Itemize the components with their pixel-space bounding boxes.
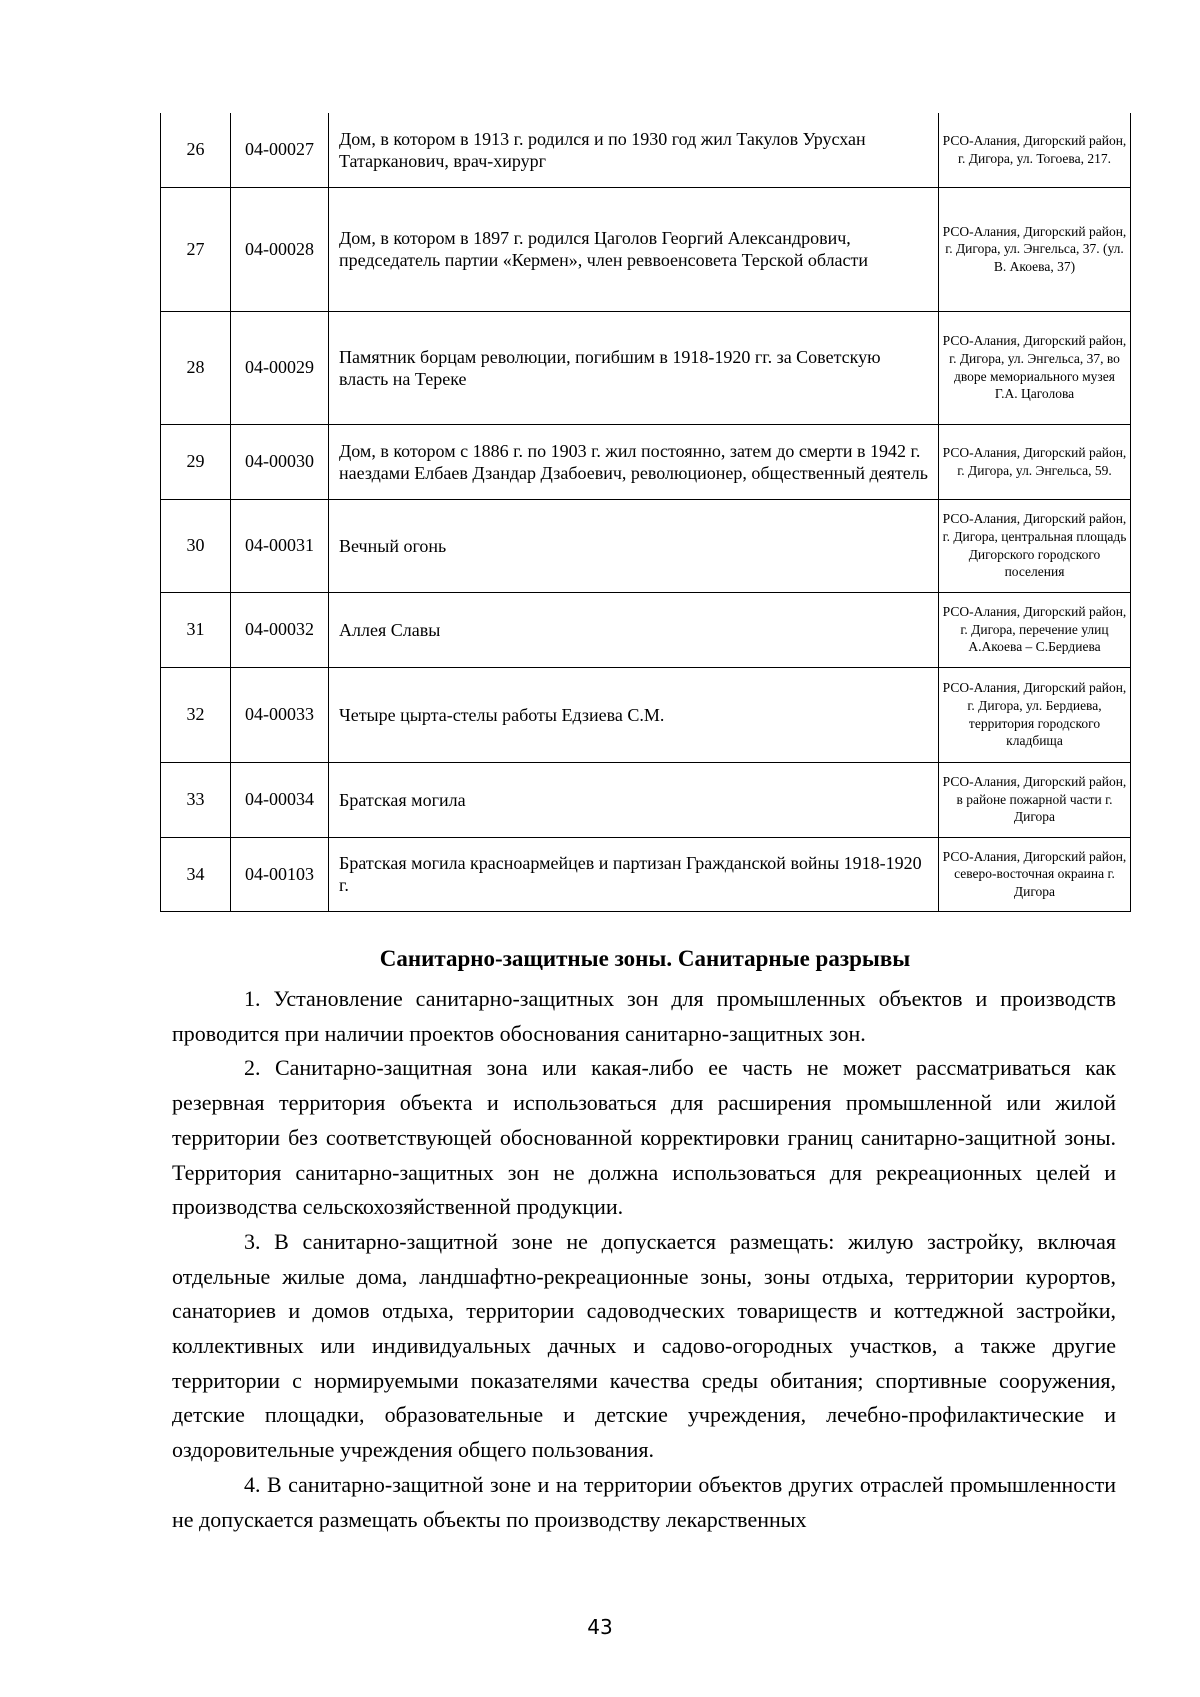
section-heading: Санитарно-защитные зоны. Санитарные разрывы [379, 946, 911, 971]
paragraph: 3. В санитарно-защитной зоне не допускается размещать: жилую застройку, включая отдельные жилые дома, ландшафтно-рекреационные зоны, зоны отдыха, территории курортов, санаториев и домов отдыха, территории садоводческих товариществ и коттеджной застройки, коллективных или индивидуальных дачных и садово-огородных участков, а также другие территории с нормируемыми показателями качества среды обитания; спортивные сооружения, детские площадки, образовательные и детские учреждения, лечебно-профилактические и оздоровительные учреждения общего пользования. [172, 1228, 1116, 1463]
table-row [161, 499, 1131, 592]
row-location: РСО-Алания, Дигорский район, г. Дигора, ул. Энгельса, 37. (ул. В. Акоева, 37) [939, 187, 1131, 311]
row-location: РСО-Алания, Дигорский район, г. Дигора, ул. Бердиева, территория городского кладбища [939, 667, 1131, 762]
row-code: 04-00027 [231, 113, 329, 187]
table-row [161, 592, 1131, 667]
row-name: Вечный огонь [329, 499, 939, 592]
table-row [161, 424, 1131, 499]
table-row [161, 667, 1131, 762]
row-location: РСО-Алания, Дигорский район, г. Дигора, перечение улиц А.Акоева – С.Бердиева [939, 592, 1131, 667]
row-name: Дом, в котором в 1897 г. родился Цаголов Георгий Александрович, председатель партии «Кермен», член реввоенсовета Терской области [329, 187, 939, 311]
row-name: Дом, в котором в 1913 г. родился и по 1930 год жил Такулов Урусхан Татарканович, врач-хирург [329, 113, 939, 187]
row-number: 29 [161, 424, 231, 499]
row-code: 04-00033 [231, 667, 329, 762]
row-name: Памятник борцам революции, погибшим в 1918-1920 гг. за Советскую власть на Тереке [329, 311, 939, 424]
row-code: 04-00030 [231, 424, 329, 499]
row-code: 04-00029 [231, 311, 329, 424]
paragraph: 4. В санитарно-защитной зоне и на территории объектов других отраслей промышленности не допускается размещать объекты по производству лекарственных [172, 1471, 1116, 1532]
body-text [172, 982, 1116, 1537]
row-name: Дом, в котором с 1886 г. по 1903 г. жил постоянно, затем до смерти в 1942 г. наездами Елбаев Дзандар Дзабоевич, революционер, общественный деятель [329, 424, 939, 499]
row-location: РСО-Алания, Дигорский район, г. Дигора, ул. Тогоева, 217. [939, 113, 1131, 187]
table-row [161, 837, 1131, 911]
table-row [161, 311, 1131, 424]
row-name: Четыре цырта-стелы работы Едзиева С.М. [329, 667, 939, 762]
row-location: РСО-Алания, Дигорский район, северо-восточная окраина г. Дигора [939, 837, 1131, 911]
row-number: 31 [161, 592, 231, 667]
row-code: 04-00034 [231, 762, 329, 837]
row-number: 28 [161, 311, 231, 424]
row-code: 04-00028 [231, 187, 329, 311]
row-code: 04-00032 [231, 592, 329, 667]
row-number: 32 [161, 667, 231, 762]
paragraph: 1. Установление санитарно-защитных зон для промышленных объектов и производств проводится при наличии проектов обоснования санитарно-защитных зон. [172, 986, 1116, 1046]
row-number: 34 [161, 837, 231, 911]
row-name: Братская могила [329, 762, 939, 837]
row-code: 04-00103 [231, 837, 329, 911]
page-number: 43 [587, 1615, 613, 1639]
row-name: Аллея Славы [329, 592, 939, 667]
row-location: РСО-Алания, Дигорский район, г. Дигора, ул. Энгельса, 37, во дворе мемориального музея Г.А. Цаголова [939, 311, 1131, 424]
row-location: РСО-Алания, Дигорский район, г. Дигора, центральная площадь Дигорского городского поселения [939, 499, 1131, 592]
row-code: 04-00031 [231, 499, 329, 592]
row-number: 27 [161, 187, 231, 311]
row-number: 30 [161, 499, 231, 592]
row-number: 33 [161, 762, 231, 837]
row-name: Братская могила красноармейцев и партизан Гражданской войны 1918-1920 г. [329, 837, 939, 911]
table-row [161, 113, 1131, 187]
row-location: РСО-Алания, Дигорский район, г. Дигора, ул. Энгельса, 59. [939, 424, 1131, 499]
table-row [161, 187, 1131, 311]
row-location: РСО-Алания, Дигорский район, в районе пожарной части г. Дигора [939, 762, 1131, 837]
monuments-table [160, 113, 1131, 912]
paragraph: 2. Санитарно-защитная зона или какая-либо ее часть не может рассматриваться как резервная территория объекта и использоваться для расширения промышленной или жилой территории без соответствующей обоснованной корректировки границ санитарно-защитной зоны. Территория санитарно-защитных зон не должна использоваться для рекреационных целей и производства сельскохозяйственной продукции. [172, 1055, 1116, 1220]
row-number: 26 [161, 113, 231, 187]
table-row [161, 762, 1131, 837]
